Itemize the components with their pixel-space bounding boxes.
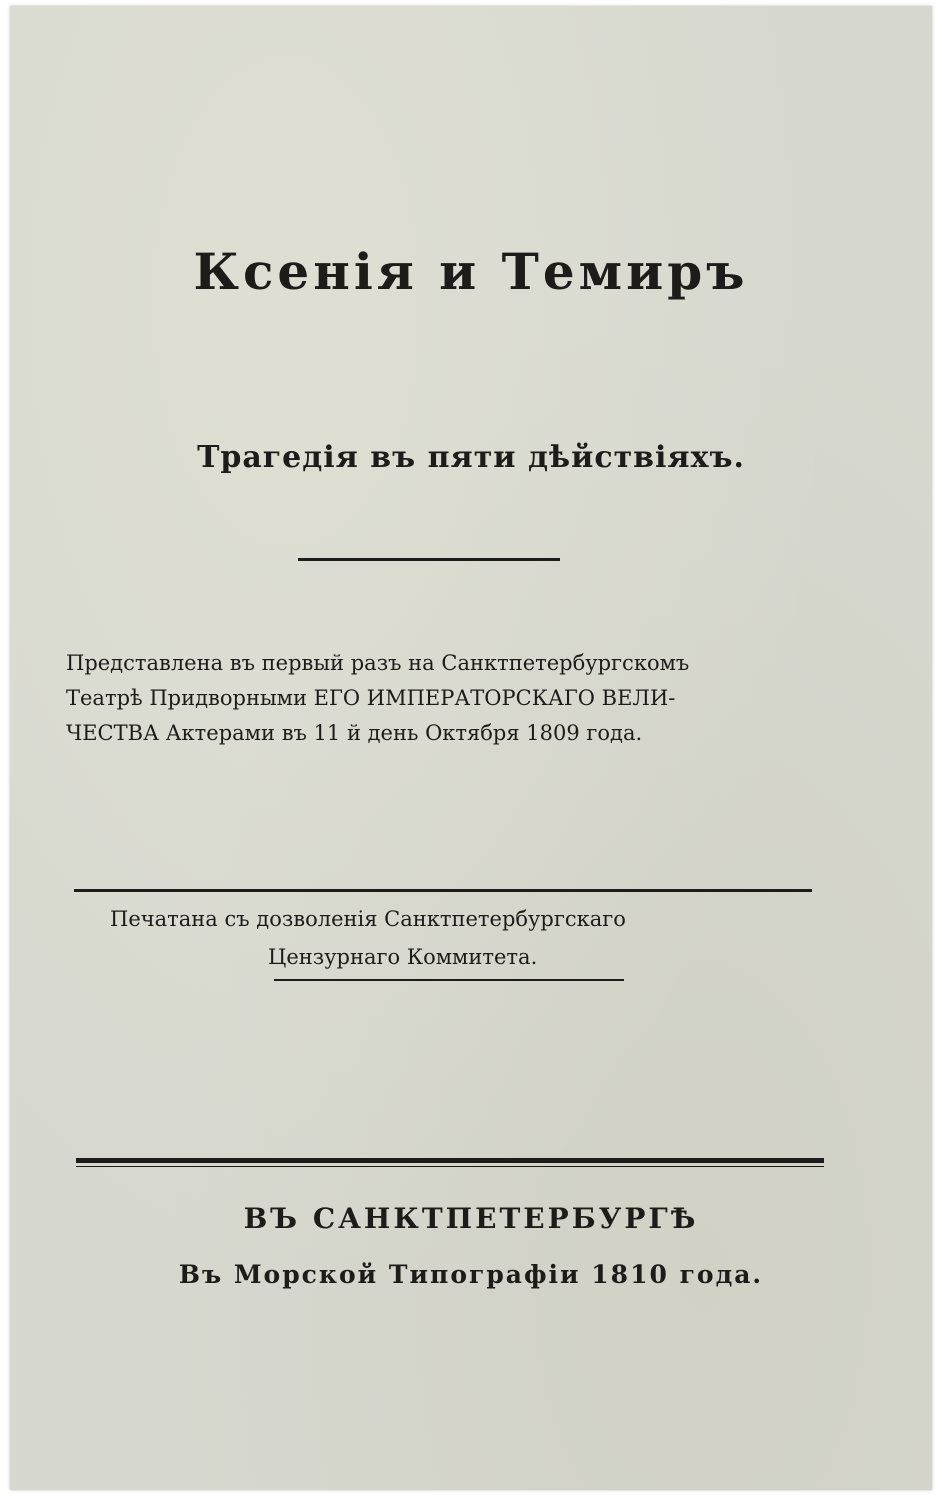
divider-rule	[274, 979, 624, 981]
book-subtitle: Трагедія въ пяти дѣйствіяхъ.	[197, 440, 745, 475]
publication-city: ВЪ САНКТПЕТЕРБУРГѢ	[243, 1202, 699, 1235]
book-title: Ксенія и Темиръ	[193, 242, 749, 301]
premiere-line-2: Театрѣ Придворными ЕГО ИМПЕРАТОРСКАГО ВЕЛИ-	[66, 686, 676, 710]
divider-rule	[298, 558, 560, 561]
double-rule-thin	[76, 1166, 824, 1167]
censor-note	[110, 900, 830, 976]
title-page	[10, 6, 932, 1490]
censor-line-2: Цензурнаго Коммитета.	[268, 945, 538, 969]
premiere-note	[66, 646, 826, 751]
premiere-line-3: ЧЕСТВА Актерами въ 11 й день Октября 1809 года.	[66, 721, 643, 745]
divider-rule	[74, 889, 812, 892]
publisher-imprint: Въ Морской Типографіи 1810 года.	[178, 1260, 764, 1289]
double-rule-thick	[76, 1158, 824, 1163]
premiere-line-1: Представлена въ первый разъ на Санктпетербургскомъ	[66, 651, 690, 675]
censor-line-1: Печатана съ дозволенія Санктпетербургскаго	[110, 907, 626, 931]
